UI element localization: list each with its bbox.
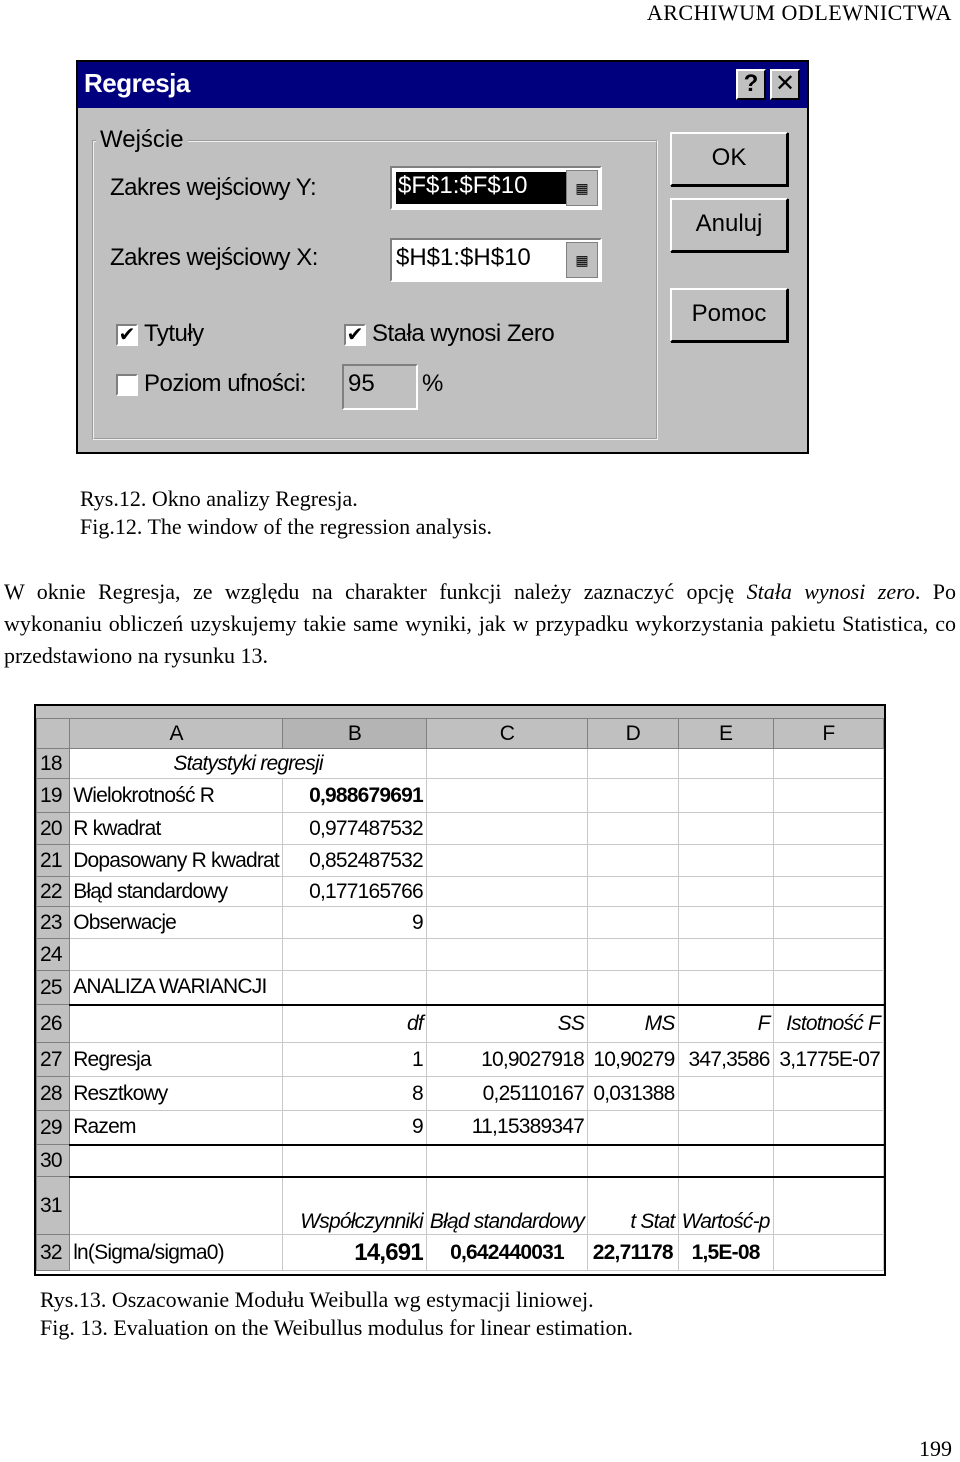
row-header-22[interactable]: 22 <box>37 877 70 907</box>
close-icon[interactable]: ✕ <box>770 69 800 100</box>
cell-a20[interactable]: R kwadrat <box>70 813 283 845</box>
cell-d24[interactable] <box>588 939 679 971</box>
cancel-button[interactable]: Anuluj <box>670 198 788 252</box>
cell-e29[interactable] <box>678 1111 773 1145</box>
range-x-label: Zakres wejściowy X: <box>110 244 318 271</box>
cell-f21[interactable] <box>773 845 883 877</box>
titles-label: Tytuły <box>144 320 204 347</box>
cell-b27[interactable]: 1 <box>282 1043 426 1077</box>
cell-c18[interactable] <box>426 749 587 779</box>
confidence-label: Poziom ufności: <box>144 370 306 397</box>
journal-header: ARCHIWUM ODLEWNICTWA <box>646 0 952 25</box>
row-header-30[interactable]: 30 <box>37 1145 70 1177</box>
fig13-caption-pl: Rys.13. Oszacowanie Modułu Weibulla wg estymacji liniowej. <box>40 1287 594 1312</box>
cell-f32[interactable] <box>773 1235 883 1271</box>
cell-a27[interactable]: Regresja <box>70 1043 283 1077</box>
cell-d25[interactable] <box>588 971 679 1005</box>
range-x-value: $H$1:$H$10 <box>396 244 531 271</box>
cell-b21[interactable]: 0,852487532 <box>282 845 426 877</box>
cell-b22[interactable]: 0,177165766 <box>282 877 426 907</box>
cell-f25[interactable] <box>773 971 883 1005</box>
range-x-input[interactable] <box>390 238 602 282</box>
cell-e31[interactable]: Wartość-p <box>678 1177 773 1235</box>
cell-f31[interactable] <box>773 1177 883 1235</box>
cell-b32[interactable]: 14,691 <box>282 1235 426 1271</box>
row-header-19[interactable]: 19 <box>37 779 70 813</box>
cell-e22[interactable] <box>678 877 773 907</box>
titles-checkbox[interactable]: ✔ <box>116 324 138 346</box>
confidence-input[interactable] <box>342 364 418 410</box>
cell-b25[interactable] <box>282 971 426 1005</box>
cell-d32[interactable]: 22,71178 <box>588 1235 679 1271</box>
cell-b26[interactable]: df <box>282 1005 426 1043</box>
cell-b20[interactable]: 0,977487532 <box>282 813 426 845</box>
confidence-checkbox[interactable] <box>116 374 138 396</box>
confidence-value: 95 <box>348 370 375 397</box>
paragraph-italic: Stała wynosi zero <box>746 579 915 604</box>
cell-c22[interactable] <box>426 877 587 907</box>
column-header-c[interactable]: C <box>426 719 587 749</box>
row-header-20[interactable]: 20 <box>37 813 70 845</box>
row-header-25[interactable]: 25 <box>37 971 70 1005</box>
dialog-title: Regresja <box>84 68 190 98</box>
cell-c28[interactable]: 0,25110167 <box>426 1077 587 1111</box>
paragraph-part1: W oknie Regresja, ze względu na charakter funkcji należy zaznaczyć opcję <box>4 579 747 604</box>
cell-d22[interactable] <box>588 877 679 907</box>
help-question-button[interactable]: ? <box>736 69 766 100</box>
cell-f24[interactable] <box>773 939 883 971</box>
cell-b29[interactable]: 9 <box>282 1111 426 1145</box>
column-header-f[interactable]: F <box>773 719 883 749</box>
column-header-d[interactable]: D <box>588 719 679 749</box>
cell-c27[interactable]: 10,9027918 <box>426 1043 587 1077</box>
input-group-label: Wejście <box>96 126 188 154</box>
cell-d31[interactable]: t Stat <box>588 1177 679 1235</box>
cell-c21[interactable] <box>426 845 587 877</box>
fig12-caption-en: Fig.12. The window of the regression analysis. <box>80 514 493 539</box>
body-paragraph <box>4 576 956 672</box>
row-header-21[interactable]: 21 <box>37 845 70 877</box>
cell-e28[interactable] <box>678 1077 773 1111</box>
cell-f29[interactable] <box>773 1111 883 1145</box>
constant-zero-checkbox[interactable]: ✔ <box>344 324 366 346</box>
cell-c30[interactable] <box>426 1145 587 1177</box>
row-header-18[interactable]: 18 <box>37 749 70 779</box>
range-y-selection <box>396 172 566 204</box>
cell-a29[interactable]: Razem <box>70 1111 283 1145</box>
cell-a18[interactable]: Statystyki regresji <box>70 749 427 779</box>
cell-a19[interactable]: Wielokrotność R <box>70 779 283 813</box>
row-header-31[interactable]: 31 <box>37 1177 70 1235</box>
cell-d18[interactable] <box>588 749 679 779</box>
row-header-28[interactable]: 28 <box>37 1077 70 1111</box>
column-header-e[interactable]: E <box>678 719 773 749</box>
row-header-29[interactable]: 29 <box>37 1111 70 1145</box>
cell-d27[interactable]: 10,90279 <box>588 1043 679 1077</box>
paragraph-part2: . Po wykonaniu obliczeń uzyskujemy takie same wyniki, jak w przypadku wykorzystania pakietu Statistica, co przedstawiono na rysunku 13. <box>4 579 956 668</box>
row-header-32[interactable]: 32 <box>37 1235 70 1271</box>
fig13-caption-en: Fig. 13. Evaluation on the Weibullus modulus for linear estimation. <box>40 1315 633 1340</box>
cell-e19[interactable] <box>678 779 773 813</box>
cell-f19[interactable] <box>773 779 883 813</box>
cell-c19[interactable] <box>426 779 587 813</box>
cell-d19[interactable] <box>588 779 679 813</box>
cell-b30[interactable] <box>282 1145 426 1177</box>
cell-a28[interactable]: Resztkowy <box>70 1077 283 1111</box>
sheet-corner[interactable] <box>37 719 70 749</box>
cell-a25[interactable]: ANALIZA WARIANCJI <box>70 971 283 1005</box>
sheet-grid <box>36 718 884 1271</box>
cell-f18[interactable] <box>773 749 883 779</box>
ok-button[interactable]: OK <box>670 132 788 186</box>
cell-c24[interactable] <box>426 939 587 971</box>
cell-a26[interactable] <box>70 1005 283 1043</box>
cell-e27[interactable]: 347,3586 <box>678 1043 773 1077</box>
cell-e21[interactable] <box>678 845 773 877</box>
cell-e18[interactable] <box>678 749 773 779</box>
column-header-a[interactable]: A <box>70 719 283 749</box>
cell-b19[interactable]: 0,988679691 <box>282 779 426 813</box>
row-header-24[interactable]: 24 <box>37 939 70 971</box>
cell-e30[interactable] <box>678 1145 773 1177</box>
cell-f23[interactable] <box>773 907 883 939</box>
cell-a24[interactable] <box>70 939 283 971</box>
row-header-27[interactable]: 27 <box>37 1043 70 1077</box>
cell-c20[interactable] <box>426 813 587 845</box>
cell-a32[interactable]: ln(Sigma/sigma0) <box>70 1235 283 1271</box>
range-y-input[interactable] <box>390 166 602 210</box>
cell-d28[interactable]: 0,031388 <box>588 1077 679 1111</box>
cell-d26[interactable]: MS <box>588 1005 679 1043</box>
row-header-23[interactable]: 23 <box>37 907 70 939</box>
cell-a22[interactable]: Błąd standardowy <box>70 877 283 907</box>
cell-d29[interactable] <box>588 1111 679 1145</box>
cell-c25[interactable] <box>426 971 587 1005</box>
cell-d21[interactable] <box>588 845 679 877</box>
cell-d20[interactable] <box>588 813 679 845</box>
row-header-26[interactable]: 26 <box>37 1005 70 1043</box>
cell-b24[interactable] <box>282 939 426 971</box>
range-y-label: Zakres wejściowy Y: <box>110 174 317 201</box>
constant-zero-label: Stała wynosi Zero <box>372 320 555 347</box>
cell-f30[interactable] <box>773 1145 883 1177</box>
cell-e26[interactable]: F <box>678 1005 773 1043</box>
cell-b28[interactable]: 8 <box>282 1077 426 1111</box>
cell-e24[interactable] <box>678 939 773 971</box>
cell-f20[interactable] <box>773 813 883 845</box>
cell-f28[interactable] <box>773 1077 883 1111</box>
help-button[interactable]: Pomoc <box>670 288 788 342</box>
cell-c26[interactable]: SS <box>426 1005 587 1043</box>
range-x-collapse-icon[interactable]: ▦ <box>566 242 598 278</box>
cell-f26[interactable]: Istotność F <box>773 1005 883 1043</box>
column-header-b[interactable]: B <box>282 719 426 749</box>
cell-f22[interactable] <box>773 877 883 907</box>
range-y-collapse-icon[interactable]: ▦ <box>566 170 598 206</box>
cell-c29[interactable]: 11,15389347 <box>426 1111 587 1145</box>
page-number: 199 <box>919 1436 952 1461</box>
fig12-caption-pl: Rys.12. Okno analizy Regresja. <box>80 486 358 511</box>
cell-d30[interactable] <box>588 1145 679 1177</box>
cell-e20[interactable] <box>678 813 773 845</box>
cell-e23[interactable] <box>678 907 773 939</box>
cell-b31[interactable]: Współczynniki <box>282 1177 426 1235</box>
cell-c23[interactable] <box>426 907 587 939</box>
cell-d23[interactable] <box>588 907 679 939</box>
cell-a23[interactable]: Obserwacje <box>70 907 283 939</box>
cell-e32[interactable]: 1,5E-08 <box>678 1235 773 1271</box>
cell-a21[interactable]: Dopasowany R kwadrat <box>70 845 283 877</box>
cell-b23[interactable]: 9 <box>282 907 426 939</box>
cell-f27[interactable]: 3,1775E-07 <box>773 1043 883 1077</box>
dialog-titlebar <box>78 62 807 108</box>
cell-e25[interactable] <box>678 971 773 1005</box>
regression-dialog <box>76 60 809 454</box>
regression-output-sheet <box>34 704 886 1276</box>
cell-c32[interactable]: 0,642440031 <box>426 1235 587 1271</box>
cell-a30[interactable] <box>70 1145 283 1177</box>
range-y-value: $F$1:$F$10 <box>398 172 528 199</box>
cell-a31[interactable] <box>70 1177 283 1235</box>
percent-label: % <box>422 370 443 397</box>
cell-c31[interactable]: Błąd standardowy <box>426 1177 587 1235</box>
